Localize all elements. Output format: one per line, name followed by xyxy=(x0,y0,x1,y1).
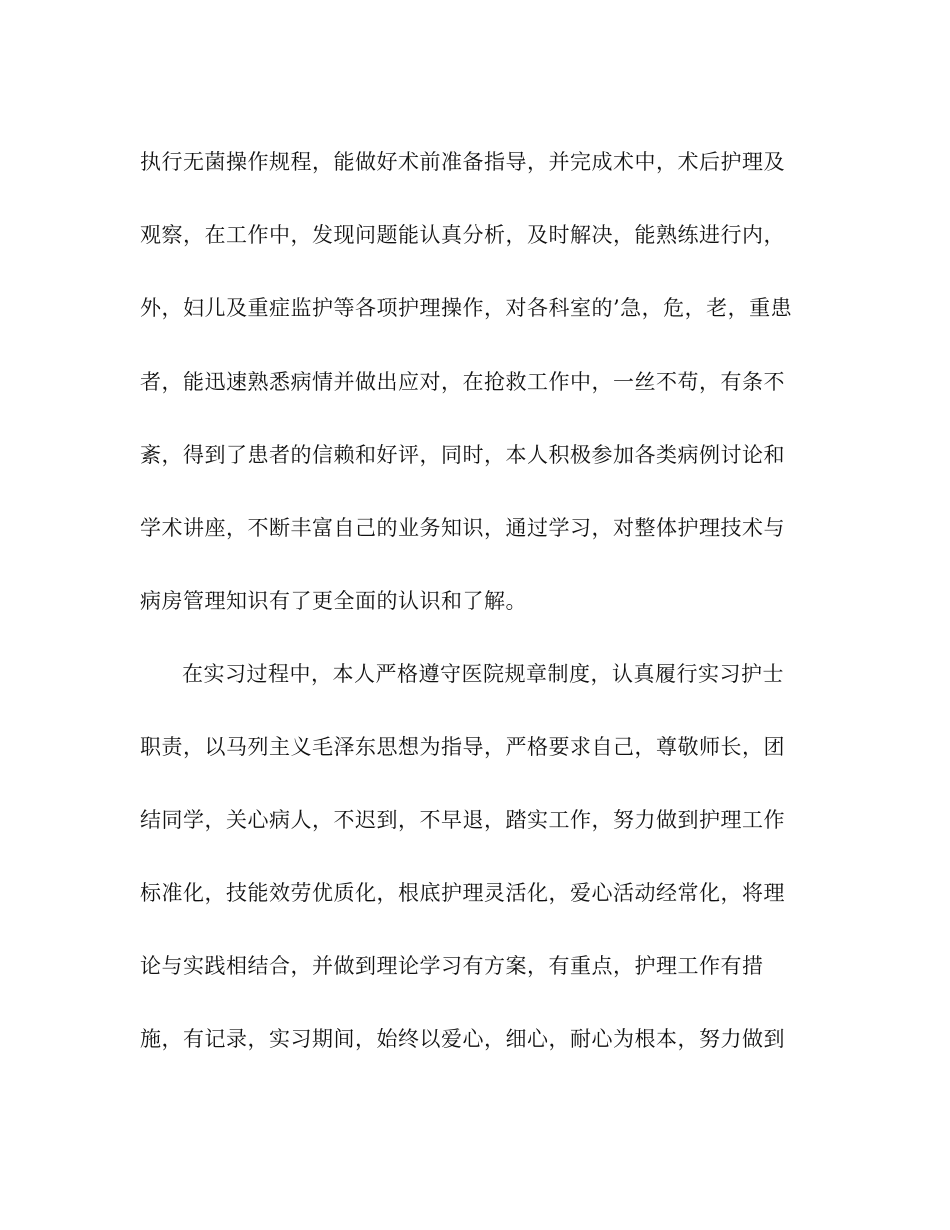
paragraph-line: 者，能迅速熟悉病情并做出应对，在抢救工作中，一丝不苟，有条不 xyxy=(140,370,785,394)
paragraph-line: 学术讲座，不断丰富自己的业务知识，通过学习，对整体护理技术与 xyxy=(140,516,785,540)
paragraph-line: 结同学，关心病人，不迟到，不早退，踏实工作，努力做到护理工作 xyxy=(140,808,785,832)
paragraph-line: 论与实践相结合，并做到理论学习有方案，有重点，护理工作有措 xyxy=(140,954,764,978)
paragraph-line: 紊，得到了患者的信赖和好评，同时，本人积极参加各类病例讨论和 xyxy=(140,443,785,467)
paragraph-line: 外，妇儿及重症监护等各项护理操作，对各科室的’急，危，老，重患 xyxy=(140,296,793,320)
paragraph-line: 职责，以马列主义毛泽东思想为指导，严格要求自己，尊敬师长，团 xyxy=(140,735,785,759)
paragraph-line: 在实习过程中，本人严格遵守医院规章制度，认真履行实习护士 xyxy=(182,662,784,686)
paragraph-line: 执行无菌操作规程，能做好术前准备指导，并完成术中，术后护理及 xyxy=(140,150,785,174)
paragraph-line: 标准化，技能效劳优质化，根底护理灵活化，爱心活动经常化，将理 xyxy=(140,881,785,905)
paragraph-line: 病房管理知识有了更全面的认识和了解。 xyxy=(140,589,527,613)
paragraph-line: 观察，在工作中，发现问题能认真分析，及时解决，能熟练进行内， xyxy=(140,223,785,247)
paragraph-line: 施，有记录，实习期间，始终以爱心，细心，耐心为根本，努力做到 xyxy=(140,1027,785,1051)
